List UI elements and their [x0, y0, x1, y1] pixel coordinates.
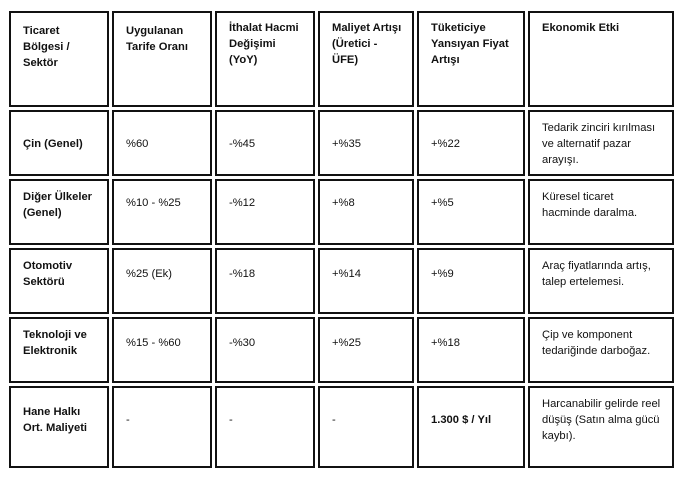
cell-consumer-price: +%22	[417, 110, 525, 176]
cell-economic-effect: Tedarik zinciri kırılması ve alternatif pazar arayışı.	[528, 110, 674, 176]
table-row	[9, 110, 674, 176]
cell-cost-increase: -	[318, 386, 414, 468]
table-row	[9, 179, 674, 245]
table-header-row	[9, 11, 674, 107]
cell-tariff: %60	[112, 110, 212, 176]
table-row	[9, 386, 674, 468]
cell-import-change: -%30	[215, 317, 315, 383]
cell-cost-increase: +%25	[318, 317, 414, 383]
table-row	[9, 317, 674, 383]
cell-economic-effect: Küresel ticaret hacminde daralma.	[528, 179, 674, 245]
cell-cost-increase: +%35	[318, 110, 414, 176]
cell-tariff: %15 - %60	[112, 317, 212, 383]
table-row	[9, 248, 674, 314]
cell-tariff: %10 - %25	[112, 179, 212, 245]
tariff-impact-table	[6, 8, 677, 471]
tariff-impact-table-container	[6, 8, 674, 471]
header-cost-increase: Maliyet Artışı (Üretici - ÜFE)	[318, 11, 414, 107]
header-import-change: İthalat Hacmi Değişimi (YoY)	[215, 11, 315, 107]
cell-consumer-price: 1.300 $ / Yıl	[417, 386, 525, 468]
cell-region: Diğer Ülkeler (Genel)	[9, 179, 109, 245]
cell-import-change: -%18	[215, 248, 315, 314]
cell-region: Teknoloji ve Elektronik	[9, 317, 109, 383]
cell-import-change: -	[215, 386, 315, 468]
header-tariff: Uygulanan Tarife Oranı	[112, 11, 212, 107]
cell-cost-increase: +%8	[318, 179, 414, 245]
header-consumer-price: Tüketiciye Yansıyan Fiyat Artışı	[417, 11, 525, 107]
cell-economic-effect: Çip ve komponent tedariğinde darboğaz.	[528, 317, 674, 383]
header-region: Ticaret Bölgesi / Sektör	[9, 11, 109, 107]
cell-consumer-price: +%18	[417, 317, 525, 383]
cell-consumer-price: +%5	[417, 179, 525, 245]
cell-region: Otomotiv Sektörü	[9, 248, 109, 314]
cell-import-change: -%12	[215, 179, 315, 245]
header-economic-effect: Ekonomik Etki	[528, 11, 674, 107]
cell-consumer-price: +%9	[417, 248, 525, 314]
cell-region: Hane Halkı Ort. Maliyeti	[9, 386, 109, 468]
cell-tariff: -	[112, 386, 212, 468]
cell-region: Çin (Genel)	[9, 110, 109, 176]
cell-economic-effect: Araç fiyatlarında artış, talep ertelemesi.	[528, 248, 674, 314]
cell-import-change: -%45	[215, 110, 315, 176]
cell-cost-increase: +%14	[318, 248, 414, 314]
cell-economic-effect: Harcanabilir gelirde reel düşüş (Satın alma gücü kaybı).	[528, 386, 674, 468]
cell-tariff: %25 (Ek)	[112, 248, 212, 314]
